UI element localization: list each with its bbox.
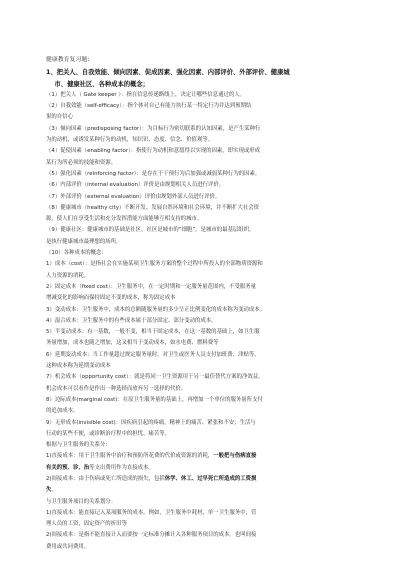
doc-line-text: 与卫生服务项目的关系划分： xyxy=(46,498,117,505)
doc-line xyxy=(46,293,362,304)
doc-line-emphasis: 失 xyxy=(46,487,52,494)
doc-line xyxy=(46,259,362,270)
doc-line xyxy=(46,305,362,316)
doc-line-emphasis: 一般把与伤病直接 xyxy=(213,453,257,460)
doc-line-text: （8）健康城市（healthy city）不断开发、发展自然环境和社会环境，并不断扩大社会资 xyxy=(46,204,260,211)
doc-line xyxy=(46,169,362,180)
doc-line-text: 费用或共同费用。 xyxy=(46,543,90,550)
doc-line-text: 机会成本可以看作是作出一种选择而放弃另一选择的代价。 xyxy=(46,385,187,392)
doc-line xyxy=(46,203,362,214)
doc-line xyxy=(46,214,362,225)
doc-line-text: 理人员的工资，固定资产的折旧等 xyxy=(46,521,127,528)
doc-line-text: 的追加成本。 xyxy=(46,408,79,415)
doc-line xyxy=(46,237,362,248)
doc-line-text: 6）延期变动成本：当工作量超过规定服务量时，对卫生或医务人员支付加班费、津贴等， xyxy=(46,351,260,358)
doc-line-tail: 等支出费用作为直接成本。 xyxy=(89,464,154,471)
doc-line-text: 某行为所必须的技能和资源。 xyxy=(46,159,117,166)
doc-line-text: 2）固定成本（fixed cost）：卫生服务中，在一定时期和一定服务量范围内，不受服务量 xyxy=(46,283,257,290)
doc-line xyxy=(46,271,362,282)
doc-line xyxy=(46,90,362,101)
doc-line-text: 这种成本称为延期变动成本 xyxy=(46,363,111,370)
doc-line-text: （6）内部评价（internal evaluation）评价是由规划相关人员进行评价。 xyxy=(46,182,225,189)
doc-line xyxy=(46,327,362,338)
doc-line xyxy=(46,463,362,474)
doc-line-text: 是执行健康城市最理想的场所。 xyxy=(46,238,122,245)
doc-line-text: 1、把关人、自我效能、倾向因素、促成因素、强化因素、内部评价、外部评价、健康城 xyxy=(46,69,290,77)
doc-line-text: 5）半变动成本：有一基数，一般不变，相当于固定成本，在这一基数的基础上，如卫生服 xyxy=(46,329,260,336)
doc-line-tail: 。 xyxy=(51,487,57,494)
doc-line xyxy=(46,282,362,293)
doc-line xyxy=(46,146,362,157)
doc-line xyxy=(46,542,362,553)
doc-line xyxy=(46,508,362,519)
doc-line-text: （3）倾向因素（predisposing factor）：为目标行为密切联系的认知因素，是产生某种行 xyxy=(46,125,261,132)
doc-line xyxy=(46,440,362,451)
doc-line xyxy=(46,124,362,135)
doc-line xyxy=(46,192,362,203)
doc-line xyxy=(46,338,362,349)
doc-line xyxy=(46,180,362,191)
doc-line-text: 果的自信心 xyxy=(46,114,73,121)
doc-line xyxy=(46,485,362,496)
doc-line-text: 1)直接成本：能直接记入某项服务的成本。例如，卫生服务中耗材，单一卫生服务中，管 xyxy=(46,509,257,516)
doc-line xyxy=(46,429,362,440)
doc-line-text: 市、健康社区、各种成本的概念； xyxy=(46,80,149,88)
doc-line-text: 源，使人们在享受生活和充分发挥潜能方面能够互相支持的城市。 xyxy=(46,216,203,223)
doc-line-text: 1)直接成本：用于卫生服务中治疗和预防所花费的代价或资源的消耗， xyxy=(46,453,214,460)
doc-line xyxy=(46,519,362,530)
doc-line-text: （1）把关人（ Gate keeper ）：指在信息传递路线上，决定让哪些信息通过的人。 xyxy=(46,91,246,98)
doc-line xyxy=(46,451,362,462)
doc-line xyxy=(46,350,362,361)
doc-line-text: 增减变化的影响而保持固定不变的成本，称为固定成本 xyxy=(46,295,176,302)
doc-line-text: 行动的某些不便，或诊断治疗程中的担忧、痛苦等。 xyxy=(46,430,170,437)
doc-line-emphasis: 有关的预、诊、治 xyxy=(46,464,90,471)
doc-line-text: （10）各种成本的概念： xyxy=(46,250,107,257)
doc-line xyxy=(46,372,362,383)
doc-line-text: 2)间接成本：是指不能直接计入而要按一定标准分摊计入各种服务项目的成本。也叫间接 xyxy=(46,532,257,539)
doc-line xyxy=(46,384,362,395)
doc-line xyxy=(46,67,362,78)
doc-line xyxy=(46,248,362,259)
doc-line-text: 2)间接成本：由于伤病或死亡所造成的损失，包括 xyxy=(46,475,165,482)
doc-line-text: 1）成本（cost）：是指社会在实施某项卫生服务方案的整个过程中所投入的全部物质资源和 xyxy=(46,261,263,268)
doc-line-text: 3）变动成本：卫生服务中，成本的总额随服务量的多少呈正比例变化的成本称为变动成本。 xyxy=(46,306,266,313)
doc-line-text: （5）强化因素（reinforcing factor）：是存在于干预行为后加强或减弱某种行为的因素。 xyxy=(46,170,261,177)
doc-body xyxy=(46,67,362,553)
doc-line xyxy=(46,316,362,327)
doc-line xyxy=(46,474,362,485)
doc-line xyxy=(46,225,362,236)
doc-line-emphasis: 休学、休工、过早死亡所造成的工资损 xyxy=(164,475,257,482)
doc-title: 健康教育复习题: xyxy=(46,57,90,63)
doc-line xyxy=(46,497,362,508)
doc-line-text: 人力资源的消耗。 xyxy=(46,272,90,279)
doc-line-text: 4）混合成本：卫生服务中的有些成本属于部分固定、部分变动的成本。 xyxy=(46,317,217,324)
doc-line-text: （9）健康社区：健康城市的基础是社区，社区是城市的“细胞”，是城市的最基层组织， xyxy=(46,227,255,234)
doc-line xyxy=(46,530,362,541)
doc-line xyxy=(46,135,362,146)
doc-line-text: （4）促使因素（enabling factor）：指使行为动机和意愿得以实现的因素，即实现或形成 xyxy=(46,148,261,155)
doc-line xyxy=(46,395,362,406)
doc-line xyxy=(46,406,362,417)
doc-line-text: 9）无形成本(invisible cost)：因疾病引起的疼痛，精神上的痛苦、紧张和不安；生活与 xyxy=(46,419,256,426)
doc-line-text: 为的动机，或诱发某种行为的动机，知识识、态度、信念、价值观等。 xyxy=(46,137,214,144)
doc-line xyxy=(46,112,362,123)
doc-line-text: 7）机会成本（opportunity cost）：就是将同一卫生资源用于另一最佳替代方案的净效益， xyxy=(46,374,264,381)
doc-line-text: 8）边际成本(marginal cost)：在原卫生服务量的基础上，再增加一个单位的服务量所支付 xyxy=(46,396,263,403)
doc-line-text: （7）外部评价（external evaluation）评价由规划外部人员进行评价。 xyxy=(46,193,221,200)
doc-line-text: 务量增加，成本也随之增加，这又相当于变动成本，如水电费、燃料费等 xyxy=(46,340,219,347)
doc-line xyxy=(46,418,362,429)
doc-line xyxy=(46,158,362,169)
doc-line-text: （2）自我效能（self-efficacy）：指个体对自己有能力执行某一特定行为并达到预期结 xyxy=(46,103,252,110)
doc-line-text: 根据与卫生服务的关系分： xyxy=(46,442,111,449)
doc-line xyxy=(46,101,362,112)
doc-line xyxy=(46,79,362,90)
doc-line xyxy=(46,361,362,372)
